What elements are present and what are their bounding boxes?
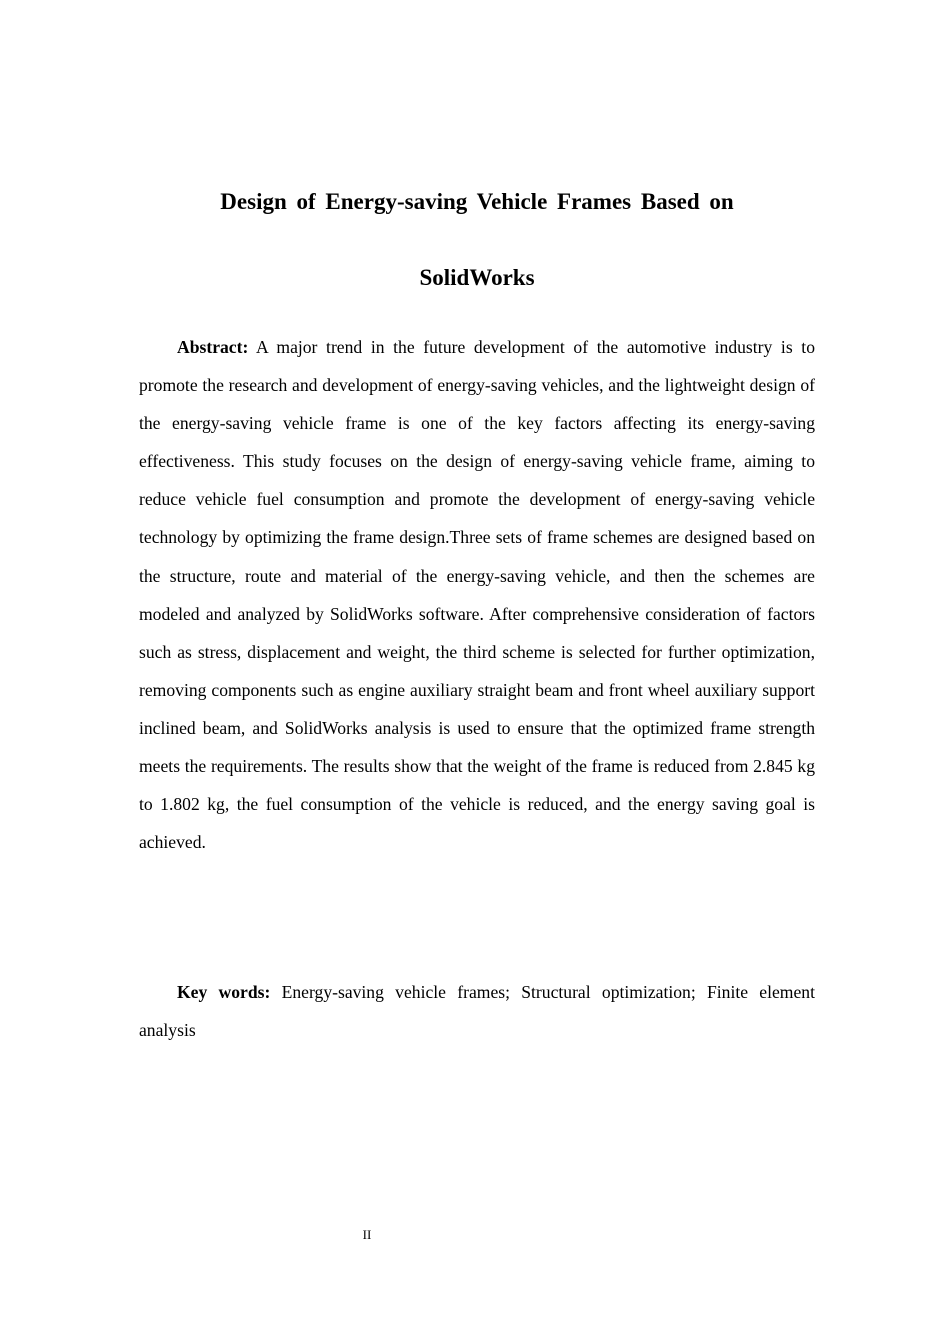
- abstract-label: Abstract:: [177, 337, 249, 357]
- abstract-paragraph: [139, 328, 815, 861]
- keywords-label: Key words:: [177, 982, 271, 1002]
- keywords-paragraph: [139, 973, 815, 1049]
- abstract-text: A major trend in the future development of the automotive industry is to promote the research and development of energy-saving vehicles, and the lightweight design of the energy-saving vehicle frame is one of the key factors affecting its energy-saving effectiveness. This study focuses on the design of energy-saving vehicle frame, aiming to reduce vehicle fuel consumption and promote the development of energy-saving vehicle technology by optimizing the frame design.Three sets of frame schemes are designed based on the structure, route and material of the energy-saving vehicle, and then the schemes are modeled and analyzed by SolidWorks software. After comprehensive consideration of factors such as stress, displacement and weight, the third scheme is selected for further optimization, removing components such as engine auxiliary straight beam and front wheel auxiliary support inclined beam, and SolidWorks analysis is used to ensure that the optimized frame strength meets the requirements. The results show that the weight of the frame is reduced from 2.845 kg to 1.802 kg, the fuel consumption of the vehicle is reduced, and the energy saving goal is achieved.: [139, 337, 815, 853]
- keywords-text: Energy-saving vehicle frames; Structural optimization; Finite element analysis: [139, 982, 815, 1041]
- title-line-2: SolidWorks: [419, 265, 535, 290]
- page-number: II: [362, 1227, 372, 1242]
- title-line-1: Design of Energy-saving Vehicle Frames Based on: [220, 189, 734, 214]
